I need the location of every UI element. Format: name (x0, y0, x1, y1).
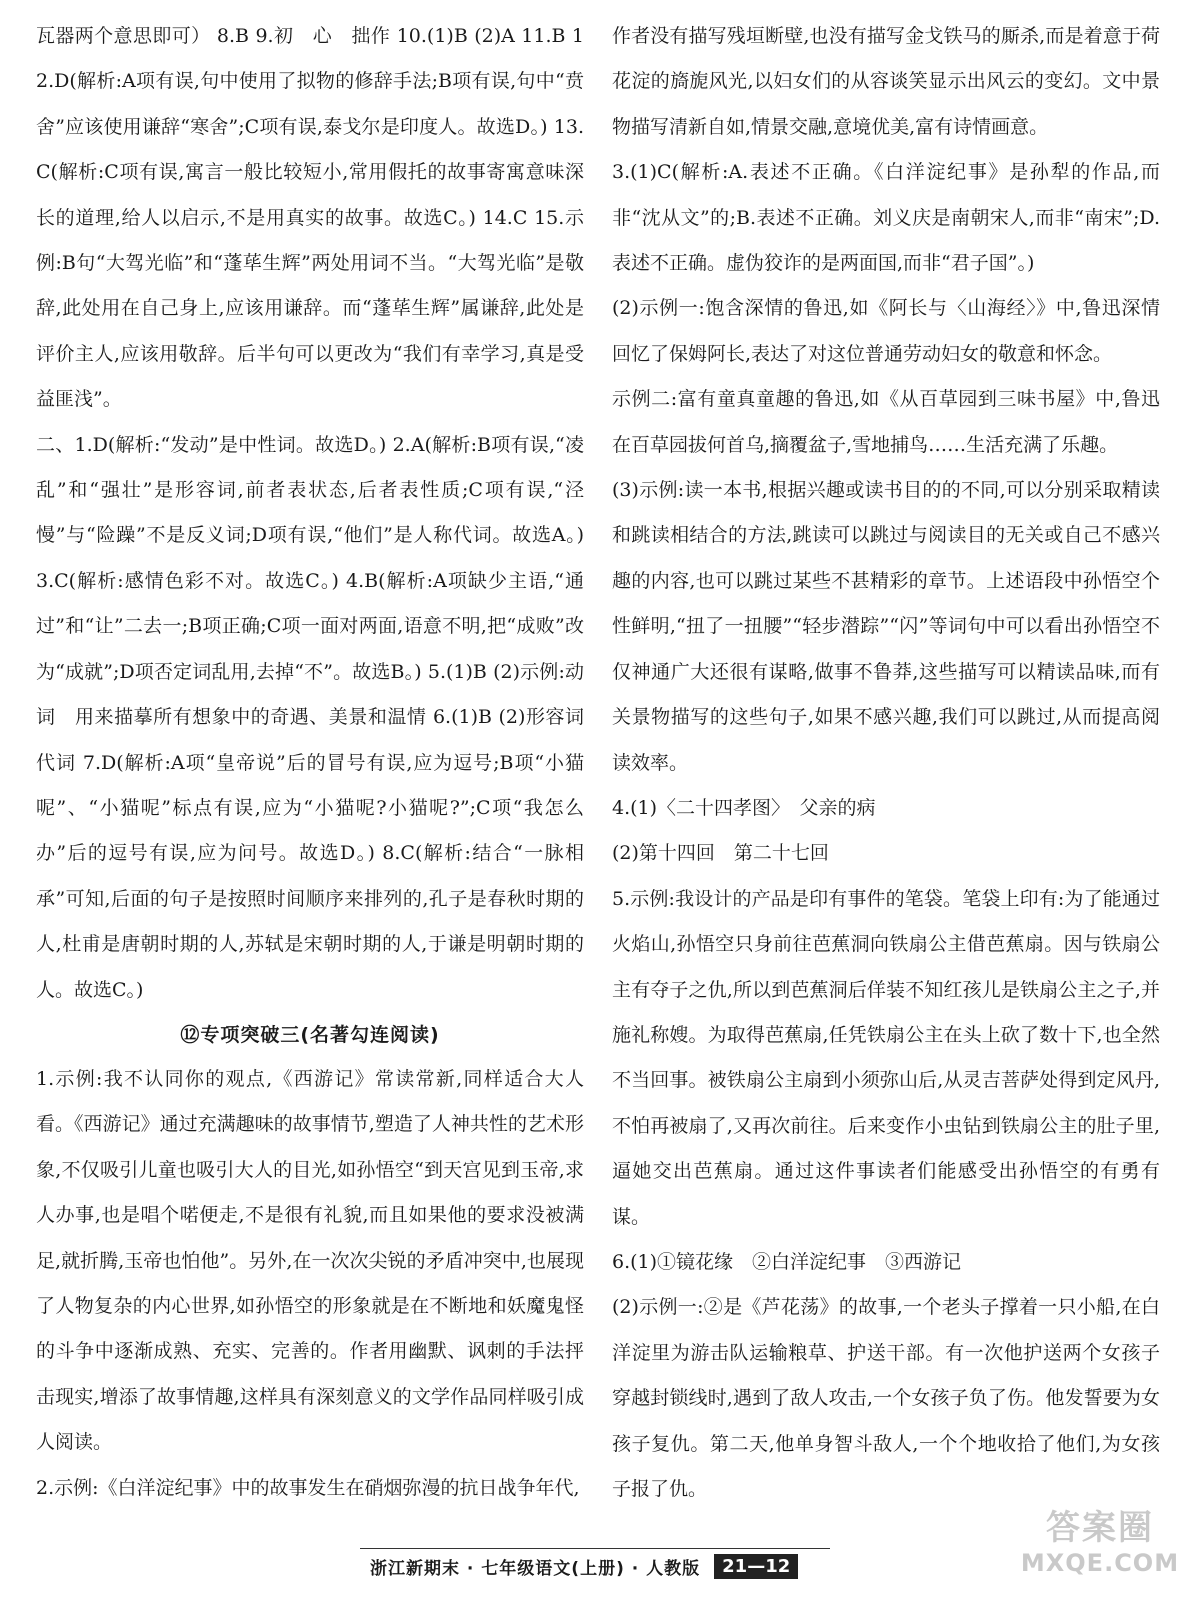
answer-6-1: 6.(1)①镜花缘 ②白洋淀纪事 ③西游记 (612, 1250, 962, 1273)
right-column (612, 14, 1160, 1512)
answer-6-2: (2)示例一:②是《芦花荡》的故事,一个老头子撑着一只小船,在白洋淀里为游击队运输粮草、护送干部。有一次他护送两个女孩子穿越封锁线时,遇到了敌人攻击,一个女孩子负了伤。他发誓要为女孩子复仇。第二天,他单身智斗敌人,一个个地收拾了他们,为女孩子报了仇。 (612, 1296, 1160, 1500)
answers-section-2: 二、1.D(解析:“发动”是中性词。故选D。) 2.A(解析:B项有误,“凌乱”和“强壮”是形容词,前者表状态,后者表性质;C项有误,“泾慢”与“险躁”不是反义词;D项有误,“他们”是人称代词。故选A。) 3.C(解析:感情色彩不对。故选C。) 4.B(解析:A项缺少主语,“通过”和“让”二去一;B项正确;C项一面对两面,语意不明,把“成败”改为“成就”;D项否定词乱用,去掉“不”。故选B。) 5.(1)B (2)示例:动词 用来描摹所有想象中的奇遇、美景和温情 6.(1)B (2)形容词 代词 7.D(解析:A项“皇帝说”后的冒号有误,应为逗号;B项“小猫呢”、“小猫呢”标点有误,应为“小猫呢?小猫呢?”;C项“我怎么办”后的逗号有误,应为问号。故选D。) 8.C(解析:结合“一脉相承”可知,后面的句子是按照时间顺序来排列的,孔子是春秋时期的人,杜甫是唐朝时期的人,苏轼是宋朝时期的人,于谦是明朝时期的人。故选C。) (36, 433, 604, 1001)
page-footer (360, 1548, 830, 1583)
answer-1-xiyouji: 1.示例:我不认同你的观点,《西游记》常读常新,同样适合大人看。《西游记》通过充满趣味的故事情节,塑造了人神共性的艺术形象,不仅吸引儿童也吸引大人的目光,如孙悟空“到天宫见到玉帝,求人办事,也是唱个喏便走,不是很有礼貌,而且如果他的要求没被满足,就折腾,玉帝也怕他”。另外,在一次次尖锐的矛盾冲突中,也展现了人物复杂的内心世界,如孙悟空的形象就是在不断地和妖魔鬼怪的斗争中逐渐成熟、充实、完善的。作者用幽默、讽刺的手法抨击现实,增添了故事情趣,这样具有深刻意义的文学作品同样吸引成人阅读。 (36, 1067, 584, 1454)
answer-5: 5.示例:我设计的产品是印有事件的笔袋。笔袋上印有:为了能通过火焰山,孙悟空只身前往芭蕉洞向铁扇公主借芭蕉扇。因与铁扇公主有夺子之仇,所以到芭蕉洞后佯装不知红孩儿是铁扇公主之子,并施礼称嫂。为取得芭蕉扇,任凭铁扇公主在头上砍了数十下,也全然不当回事。被铁扇公主扇到小须弥山后,从灵吉菩萨处得到定风丹,不怕再被扇了,又再次前往。后来变作小虫钻到铁扇公主的肚子里,逼她交出芭蕉扇。通过这件事读者们能感受出孙悟空的有勇有谋。 (612, 887, 1160, 1228)
left-column (36, 14, 604, 1511)
page-number: 21—12 (714, 1554, 798, 1579)
footer-book-title: 浙江新期末 · 七年级语文(上册) · 人教版 (370, 1558, 701, 1579)
watermark-url: MXQE.COM (1020, 1549, 1180, 1577)
answer-3-2-example-2: 示例二:富有童真童趣的鲁迅,如《从百草园到三味书屋》中,鲁迅在百草园拔何首乌,摘覆盆子,雪地捕鸟……生活充满了乐趣。 (612, 388, 1160, 456)
answer-3-1: 3.(1)C(解析:A.表述不正确。《白洋淀纪事》是孙犁的作品,而非“沈从文”的;B.表述不正确。刘义庆是南朝宋人,而非“南宋”;D.表述不正确。虚伪狡诈的是两面国,而非“君子国”。) (612, 161, 1160, 275)
watermark-logo-text: 答案圈 (1046, 1508, 1154, 1548)
watermark-logo (1010, 1500, 1190, 1596)
answers-section-1-tail: 瓦器两个意思即可） 8.B 9.初 心 拙作 10.(1)B (2)A 11.B 12.D(解析:A项有误,句中使用了拟物的修辞手法;B项有误,句中“贲舍”应该使用谦辞“寒舍”;C项有误,泰戈尔是印度人。故选D。) 13.C(解析:C项有误,寓言一般比较短小,常用假托的故事寄寓意味深长的道理,给人以启示,不是用真实的故事。故选C。) 14.C 15.示例:B句“大驾光临”和“蓬荜生辉”两处用词不当。“大驾光临”是敬辞,此处用在自己身上,应该用谦辞。而“蓬荜生辉”属谦辞,此处是评价主人,应该用敬辞。后半句可以更改为“我们有幸学习,真是受益匪浅”。 (36, 25, 584, 411)
answer-3-2-example-1: (2)示例一:饱含深情的鲁迅,如《阿长与〈山海经〉》中,鲁迅深情回忆了保姆阿长,表达了对这位普通劳动妇女的敬意和怀念。 (612, 297, 1160, 365)
answer-4-2: (2)第十四回 第二十七回 (612, 842, 829, 865)
answer-2-baiyangdian-cont: 作者没有描写残垣断壁,也没有描写金戈铁马的厮杀,而是着意于荷花淀的旖旎风光,以妇女们的从容谈笑显示出风云的变幻。文中景物描写清新自如,情景交融,意境优美,富有诗情画意。 (612, 25, 1160, 138)
section-heading-special-topic-3: ⑫专项突破三(名著勾连阅读) (180, 1023, 440, 1046)
answer-3-3: (3)示例:读一本书,根据兴趣或读书目的的不同,可以分别采取精读和跳读相结合的方法,跳读可以跳过与阅读目的无关或自己不感兴趣的内容,也可以跳过某些不甚精彩的章节。上述语段中孙悟空个性鲜明,“扭了一扭腰”“轻步潜踪”“闪”等词句中可以看出孙悟空不仅神通广大还很有谋略,做事不鲁莽,这些描写可以精读品味,而有关景物描写的这些句子,如果不感兴趣,我们可以跳过,从而提高阅读效率。 (612, 479, 1160, 774)
answer-2-baiyangdian-start: 2.示例:《白洋淀纪事》中的故事发生在硝烟弥漫的抗日战争年代, (36, 1476, 580, 1499)
answer-4-1: 4.(1)〈二十四孝图〉 父亲的病 (612, 796, 876, 819)
